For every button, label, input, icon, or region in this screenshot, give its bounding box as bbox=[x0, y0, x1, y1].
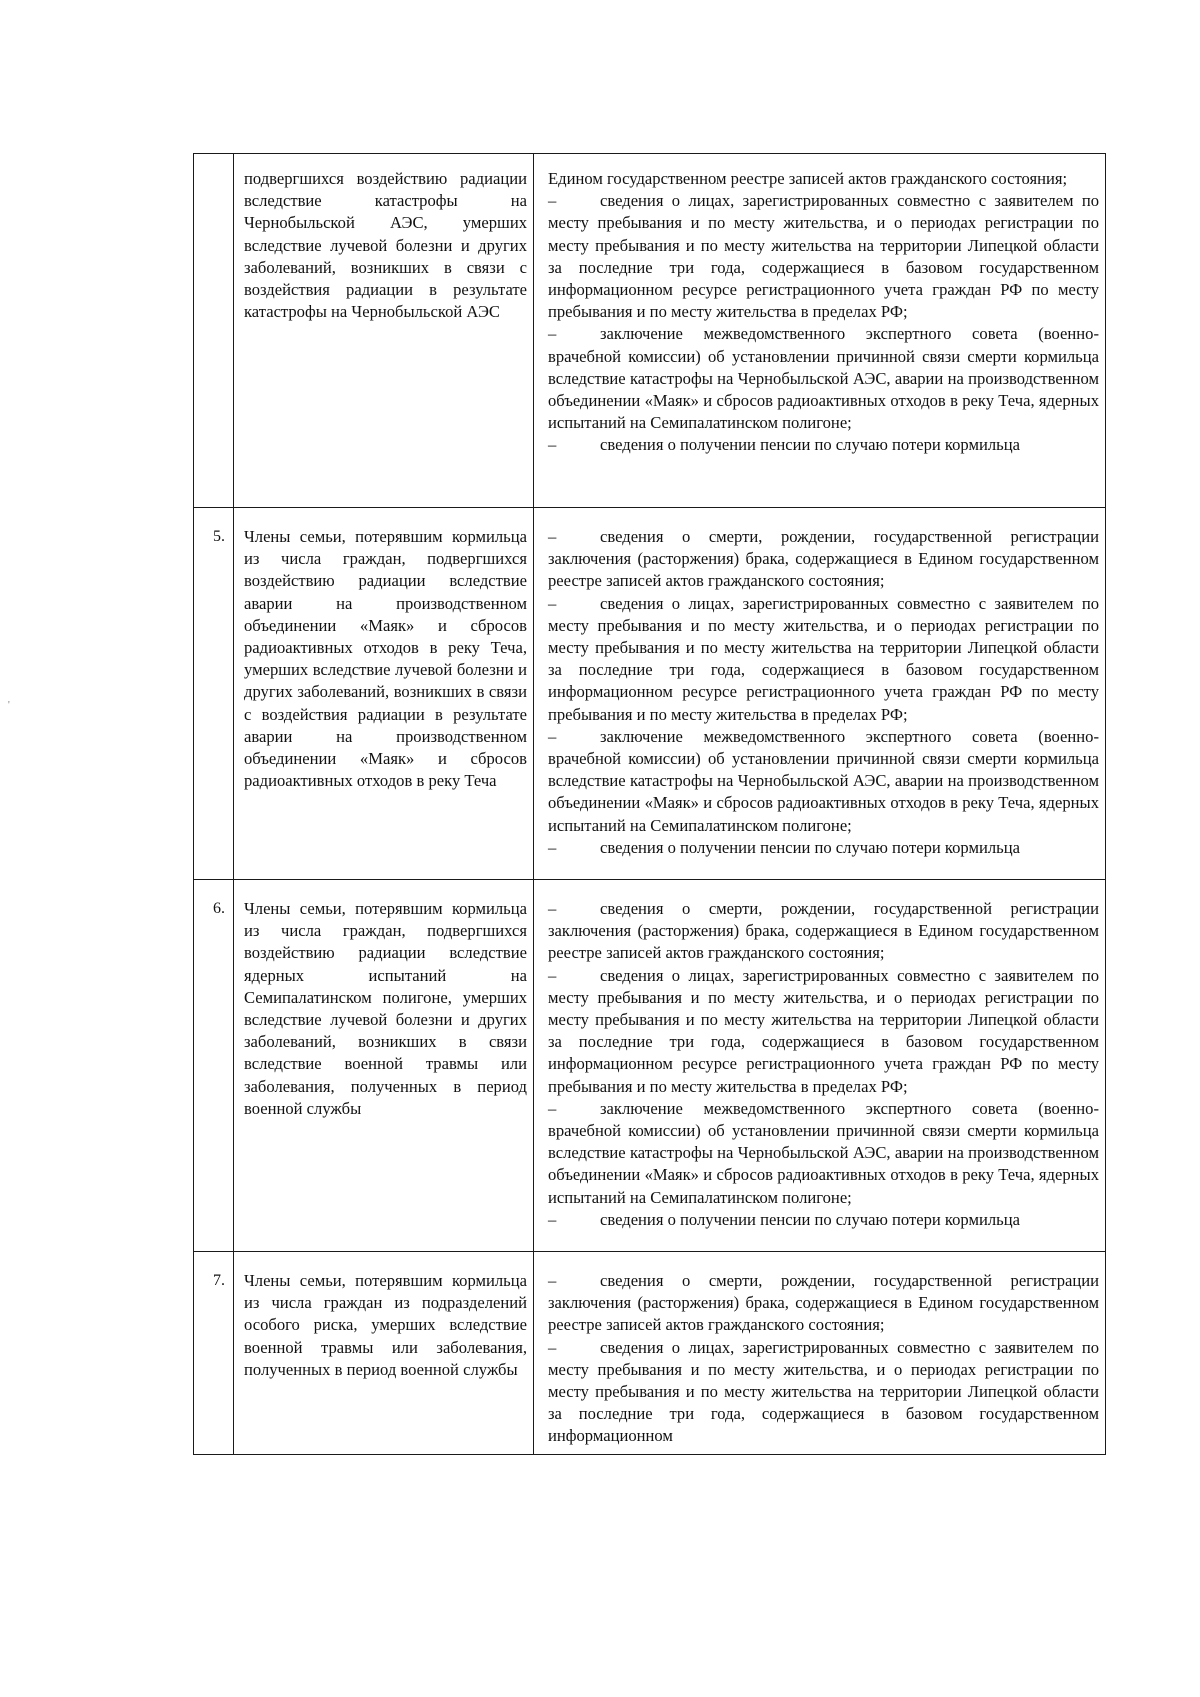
document-item bbox=[548, 1098, 1099, 1209]
document-item-text: сведения о лицах, зарегистрированных совместно с заявителем по месту пребывания и по месту жительства, и о периодах регистрации по месту пребывания и по месту жительства на территории Липецкой области за последние три года, содержащиеся в базовом государственном информационном ресурсе регистрационного учета граждан РФ по месту пребывания и по месту жительства в пределах РФ; bbox=[548, 965, 1099, 1096]
table-row bbox=[194, 880, 1106, 1252]
document-item-text: сведения о смерти, рождении, государственной регистрации заключения (расторжения) брака, содержащиеся в Едином государственном реестре записей актов гражданского состояния; bbox=[548, 899, 1099, 963]
document-item bbox=[548, 965, 1099, 1098]
document-item bbox=[548, 898, 1099, 965]
category-cell: Члены семьи, потерявшим кормильца из числа граждан, подвергшихся воздействию радиации вследствие ядерных испытаний на Семипалатинском полигоне, умерших вследствие лучевой болезни и других заболеваний, возникших в связи вследствие военной травмы или заболевания, полученных в период военной службы bbox=[234, 880, 534, 1252]
document-item-text: сведения о смерти, рождении, государственной регистрации заключения (расторжения) брака, содержащиеся в Едином государственном реестре записей актов гражданского состояния; bbox=[548, 1271, 1099, 1335]
documents-table bbox=[193, 153, 1106, 1455]
document-item bbox=[548, 726, 1099, 837]
dash-bullet: – bbox=[548, 1337, 557, 1357]
row-number: 6. bbox=[194, 880, 234, 1252]
row-number: 7. bbox=[194, 1252, 234, 1455]
document-item-text: сведения о лицах, зарегистрированных совместно с заявителем по месту пребывания и по месту жительства, и о периодах регистрации по месту пребывания и по месту жительства на территории Липецкой области за последние три года, содержащиеся в базовом государственном информационном bbox=[548, 1337, 1099, 1446]
dash-bullet: – bbox=[548, 1098, 557, 1118]
document-item-text: сведения о лицах, зарегистрированных совместно с заявителем по месту пребывания и по месту жительства, и о периодах регистрации по месту пребывания и по месту жительства на территории Липецкой области за последние три года, содержащиеся в базовом государственном информационном ресурсе регистрационного учета граждан РФ по месту пребывания и по месту жительства в пределах РФ; bbox=[548, 593, 1099, 724]
category-cell: Члены семьи, потерявшим кормильца из числа граждан из подразделений особого риска, умерших вследствие военной травмы или заболевания, полученных в период военной службы bbox=[234, 1252, 534, 1455]
document-item-text: сведения о получении пенсии по случаю потери кормильца bbox=[600, 1209, 1020, 1229]
dash-bullet: – bbox=[548, 593, 557, 613]
row-number bbox=[194, 154, 234, 508]
dash-bullet: – bbox=[548, 1209, 557, 1229]
document-item-text: сведения о получении пенсии по случаю потери кормильца bbox=[600, 435, 1020, 455]
document-item bbox=[548, 323, 1099, 434]
document-item bbox=[548, 526, 1099, 593]
dash-bullet: – bbox=[548, 899, 557, 918]
documents-cell bbox=[534, 154, 1106, 508]
document-item bbox=[548, 190, 1099, 323]
document-item bbox=[548, 593, 1099, 726]
scan-speck: ' bbox=[8, 700, 10, 711]
category-cell: Члены семьи, потерявшим кормильца из числа граждан, подвергшихся воздействию радиации вследствие аварии на производственном объединении «Маяк» и сбросов радиоактивных отходов в реку Теча, умерших вследствие лучевой болезни и других заболеваний, возникших в связи с воздействия радиации в результате аварии на производственном объединении «Маяк» и сбросов радиоактивных отходов в реку Теча bbox=[234, 508, 534, 880]
dash-bullet: – bbox=[548, 527, 557, 546]
document-item-text: заключение межведомственного экспертного совета (военно-врачебной комиссии) об установлении причинной связи смерти кормильца вследствие катастрофы на Чернобыльской АЭС, аварии на производственном объединении «Маяк» и сбросов радиоактивных отходов в реку Теча, ядерных испытаний на Семипалатинском полигоне; bbox=[548, 1098, 1099, 1207]
document-item-text: сведения о лицах, зарегистрированных совместно с заявителем по месту пребывания и по месту жительства, и о периодах регистрации по месту пребывания и по месту жительства на территории Липецкой области за последние три года, содержащиеся в базовом государственном информационном ресурсе регистрационного учета граждан РФ по месту пребывания и по месту жительства в пределах РФ; bbox=[548, 191, 1099, 322]
document-item bbox=[548, 837, 1099, 859]
table-row bbox=[194, 154, 1106, 508]
dash-bullet: – bbox=[548, 324, 557, 344]
documents-cell bbox=[534, 880, 1106, 1252]
dash-bullet: – bbox=[548, 965, 557, 985]
document-item bbox=[548, 434, 1099, 456]
document-item-text: заключение межведомственного экспертного совета (военно-врачебной комиссии) об установлении причинной связи смерти кормильца вследствие катастрофы на Чернобыльской АЭС, аварии на производственном объединении «Маяк» и сбросов радиоактивных отходов в реку Теча, ядерных испытаний на Семипалатинском полигоне; bbox=[548, 726, 1099, 835]
row-number: 5. bbox=[194, 508, 234, 880]
dash-bullet: – bbox=[548, 837, 557, 857]
dash-bullet: – bbox=[548, 435, 557, 455]
document-item bbox=[548, 168, 1099, 190]
dash-bullet: – bbox=[548, 726, 557, 746]
document-item bbox=[548, 1337, 1099, 1448]
document-item bbox=[548, 1209, 1099, 1231]
document-item-text: Едином государственном реестре записей актов гражданского состояния; bbox=[548, 169, 1068, 188]
documents-cell bbox=[534, 1252, 1106, 1455]
documents-cell bbox=[534, 508, 1106, 880]
dash-bullet: – bbox=[548, 1271, 557, 1290]
table-row bbox=[194, 508, 1106, 880]
document-item-text: сведения о смерти, рождении, государственной регистрации заключения (расторжения) брака, содержащиеся в Едином государственном реестре записей актов гражданского состояния; bbox=[548, 527, 1099, 591]
dash-bullet: – bbox=[548, 191, 557, 211]
table-row bbox=[194, 1252, 1106, 1455]
category-cell: подвергшихся воздействию радиации вследствие катастрофы на Чернобыльской АЭС, умерших вследствие лучевой болезни и других заболеваний, возникших в связи с воздействия радиации в результате катастрофы на Чернобыльской АЭС bbox=[234, 154, 534, 508]
document-item-text: сведения о получении пенсии по случаю потери кормильца bbox=[600, 837, 1020, 857]
document-item-text: заключение межведомственного экспертного совета (военно-врачебной комиссии) об установлении причинной связи смерти кормильца вследствие катастрофы на Чернобыльской АЭС, аварии на производственном объединении «Маяк» и сбросов радиоактивных отходов в реку Теча, ядерных испытаний на Семипалатинском полигоне; bbox=[548, 324, 1099, 433]
document-item bbox=[548, 1270, 1099, 1337]
